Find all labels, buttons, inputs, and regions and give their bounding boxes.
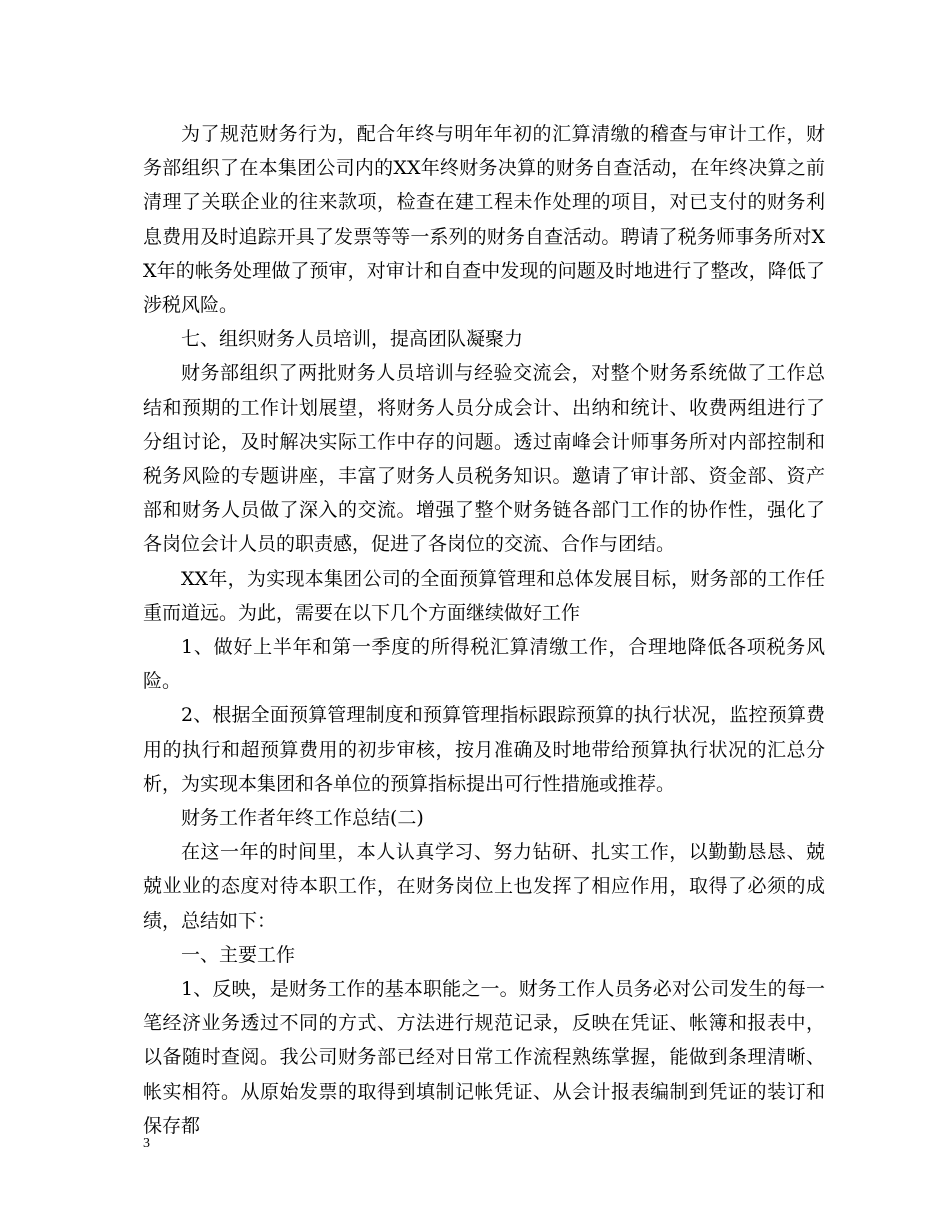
paragraph-next-year: XX年，为实现本集团公司的全面预算管理和总体发展目标，财务部的工作任重而道远。为此，需要在以下几个方面继续做好工作 (143, 567, 825, 624)
paragraph-reflection: 1、反映，是财务工作的基本职能之一。财务工作人员务必对公司发生的每一笔经济业务透过不同的方式、方法进行规范记录，反映在凭证、帐簿和报表中，以备随时查阅。我公司财务部已经对日常工作流程熟练掌握，能做到条理清晰、帐实相符。从原始发票的取得到填制记帐凭证、从会计报表编制到凭证的装订和保存都 (143, 978, 825, 1137)
document-body (143, 117, 825, 1143)
list-item-budget: 2、根据全面预算管理制度和预算管理指标跟踪预算的执行状况，监控预算费用的执行和超预算费用的初步审核，按月准确及时地带给预算执行状况的汇总分析，为实现本集团和各单位的预算指标提出可行性措施或推荐。 (143, 704, 825, 795)
paragraph-self-audit: 为了规范财务行为，配合年终与明年年初的汇算清缴的稽查与审计工作，财务部组织了在本集团公司内的XX年终财务决算的财务自查活动，在年终决算之前清理了关联企业的往来款项，检查在建工程未作处理的项目，对已支付的财务利息费用及时追踪开具了发票等等一系列的财务自查活动。聘请了税务师事务所对XX年的帐务处理做了预审，对审计和自查中发现的问题及时地进行了整改，降低了涉税风险。 (143, 123, 825, 317)
paragraph-training: 财务部组织了两批财务人员培训与经验交流会，对整个财务系统做了工作总结和预期的工作计划展望，将财务人员分成会计、出纳和统计、收费两组进行了分组讨论，及时解决实际工作中存的问题。透过南峰会计师事务所对内部控制和税务风险的专题讲座，丰富了财务人员税务知识。邀请了审计部、资金部、资产部和财务人员做了深入的交流。增强了整个财务链各部门工作的协作性，强化了各岗位会计人员的职责感，促进了各岗位的交流、合作与团结。 (143, 362, 825, 556)
list-item-tax: 1、做好上半年和第一季度的所得税汇算清缴工作，合理地降低各项税务风险。 (143, 636, 825, 693)
article-title-part-two: 财务工作者年终工作总结(二) (181, 807, 424, 830)
page-number: 3 (143, 1136, 150, 1151)
section-heading-training: 七、组织财务人员培训，提高团队凝聚力 (181, 328, 524, 351)
section-heading-main-work: 一、主要工作 (181, 943, 296, 966)
paragraph-intro: 在这一年的时间里，本人认真学习、努力钻研、扎实工作，以勤勤恳恳、兢兢业业的态度对待本职工作，在财务岗位上也发挥了相应作用，取得了必须的成绩，总结如下： (143, 841, 825, 932)
